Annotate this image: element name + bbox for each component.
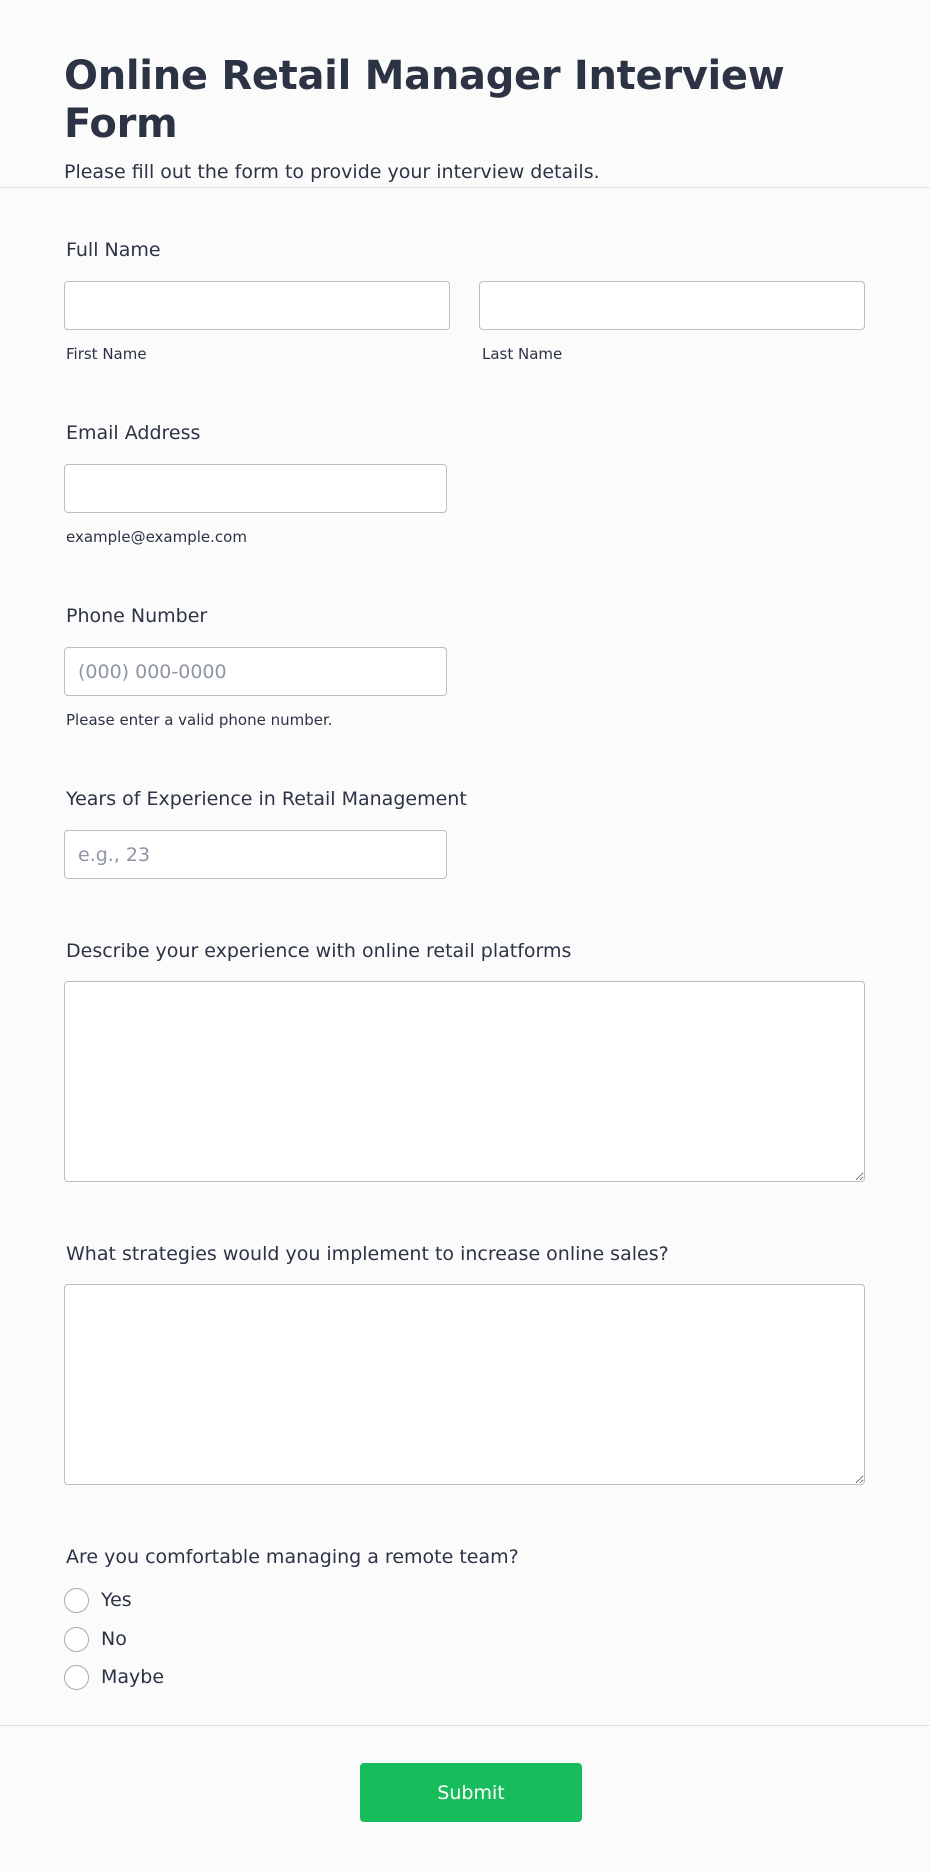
radio-option-no[interactable] [64,1626,127,1652]
radio-option-maybe[interactable] [64,1664,164,1690]
strategies-textarea[interactable] [64,1284,865,1485]
phone-input[interactable] [64,647,447,696]
first-name-input[interactable] [64,281,450,330]
email-input[interactable] [64,464,447,513]
remote-team-label: Are you comfortable managing a remote team? [66,1546,519,1568]
radio-option-yes[interactable] [64,1587,132,1613]
page-title: Online Retail Manager Interview Form [64,53,785,147]
radio-label: No [101,1628,127,1650]
experience-years-input[interactable] [64,830,447,879]
strategies-label: What strategies would you implement to increase online sales? [66,1243,669,1265]
radio-label: Yes [101,1589,132,1611]
email-label: Email Address [66,422,201,444]
platforms-label: Describe your experience with online retail platforms [66,940,572,962]
radio-circle[interactable] [64,1588,89,1613]
phone-sublabel: Please enter a valid phone number. [66,711,333,729]
full-name-label: Full Name [66,239,161,261]
email-sublabel: example@example.com [66,528,247,546]
phone-label: Phone Number [66,605,208,627]
last-name-input[interactable] [479,281,865,330]
radio-circle[interactable] [64,1627,89,1652]
first-name-sublabel: First Name [66,345,147,363]
experience-years-label: Years of Experience in Retail Management [66,788,467,810]
page-subtitle: Please fill out the form to provide your interview details. [64,161,600,183]
last-name-sublabel: Last Name [482,345,563,363]
form-header [0,0,930,188]
radio-circle[interactable] [64,1665,89,1690]
platforms-textarea[interactable] [64,981,865,1182]
radio-label: Maybe [101,1666,165,1688]
submit-button[interactable]: Submit [360,1763,582,1822]
footer-divider [0,1725,930,1726]
